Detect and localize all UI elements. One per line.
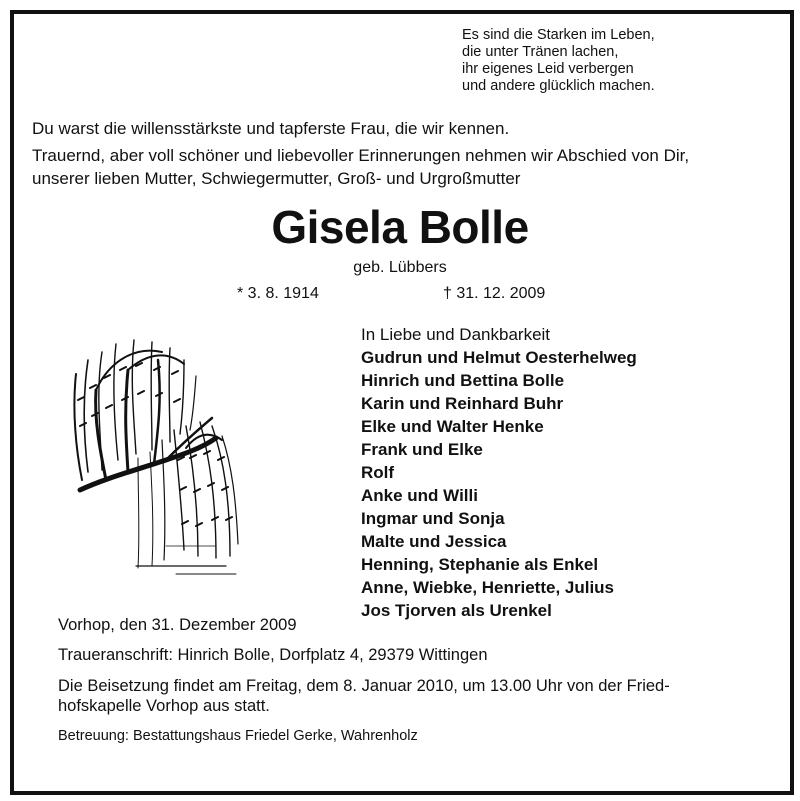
place-date: Vorhop, den 31. Dezember 2009 <box>58 616 297 634</box>
family-member: Hinrich und Bettina Bolle <box>361 371 565 390</box>
intro-line-1: Du warst die willensstärkste und tapferste Frau, die wir kennen. <box>32 119 510 138</box>
family-member: Jos Tjorven als Urenkel <box>361 601 552 620</box>
family-list <box>361 323 637 622</box>
family-member: Gudrun und Helmut Oesterhelweg <box>361 348 637 367</box>
family-member: Karin und Reinhard Buhr <box>361 394 564 413</box>
notice-footer <box>58 614 770 747</box>
intro-line-3: unserer lieben Mutter, Schwiegermutter, Groß- und Urgroßmutter <box>32 169 521 188</box>
deceased-name: Gisela Bolle <box>271 201 529 253</box>
burial-line-1: Die Beisetzung findet am Freitag, dem 8. Januar 2010, um 13.00 Uhr von der Fried- <box>58 677 670 695</box>
family-member: Malte und Jessica <box>361 532 507 551</box>
family-lead: In Liebe und Dankbarkeit <box>361 325 551 344</box>
family-member: Rolf <box>361 463 395 482</box>
funeral-home: Betreuung: Bestattungshaus Friedel Gerke, Wahrenholz <box>58 728 418 744</box>
weeping-willow-icon <box>66 330 242 582</box>
mourning-address: Traueranschrift: Hinrich Bolle, Dorfplatz 4, 29379 Wittingen <box>58 646 488 664</box>
quote-line: ihr eigenes Leid verbergen <box>462 61 634 77</box>
burial-line-2: hofskapelle Vorhop aus statt. <box>58 697 270 715</box>
quote-line: die unter Tränen lachen, <box>462 44 619 60</box>
burial-info <box>58 676 770 716</box>
quote-line: Es sind die Starken im Leben, <box>462 27 655 43</box>
family-member: Henning, Stephanie als Enkel <box>361 555 599 574</box>
intro-line-2: Trauernd, aber voll schöner und liebevoller Erinnerungen nehmen wir Abschied von Dir, <box>32 146 690 165</box>
birth-date: * 3. 8. 1914 <box>237 285 319 302</box>
family-member: Elke und Walter Henke <box>361 417 544 436</box>
death-date: † 31. 12. 2009 <box>443 285 546 302</box>
quote-line: und andere glücklich machen. <box>462 78 655 94</box>
family-member: Anne, Wiebke, Henriette, Julius <box>361 578 615 597</box>
family-member: Ingmar und Sonja <box>361 509 505 528</box>
poem-quote <box>462 27 655 95</box>
maiden-name: geb. Lübbers <box>353 259 447 276</box>
family-member: Frank und Elke <box>361 440 483 459</box>
intro-text <box>32 117 689 190</box>
family-member: Anke und Willi <box>361 486 478 505</box>
